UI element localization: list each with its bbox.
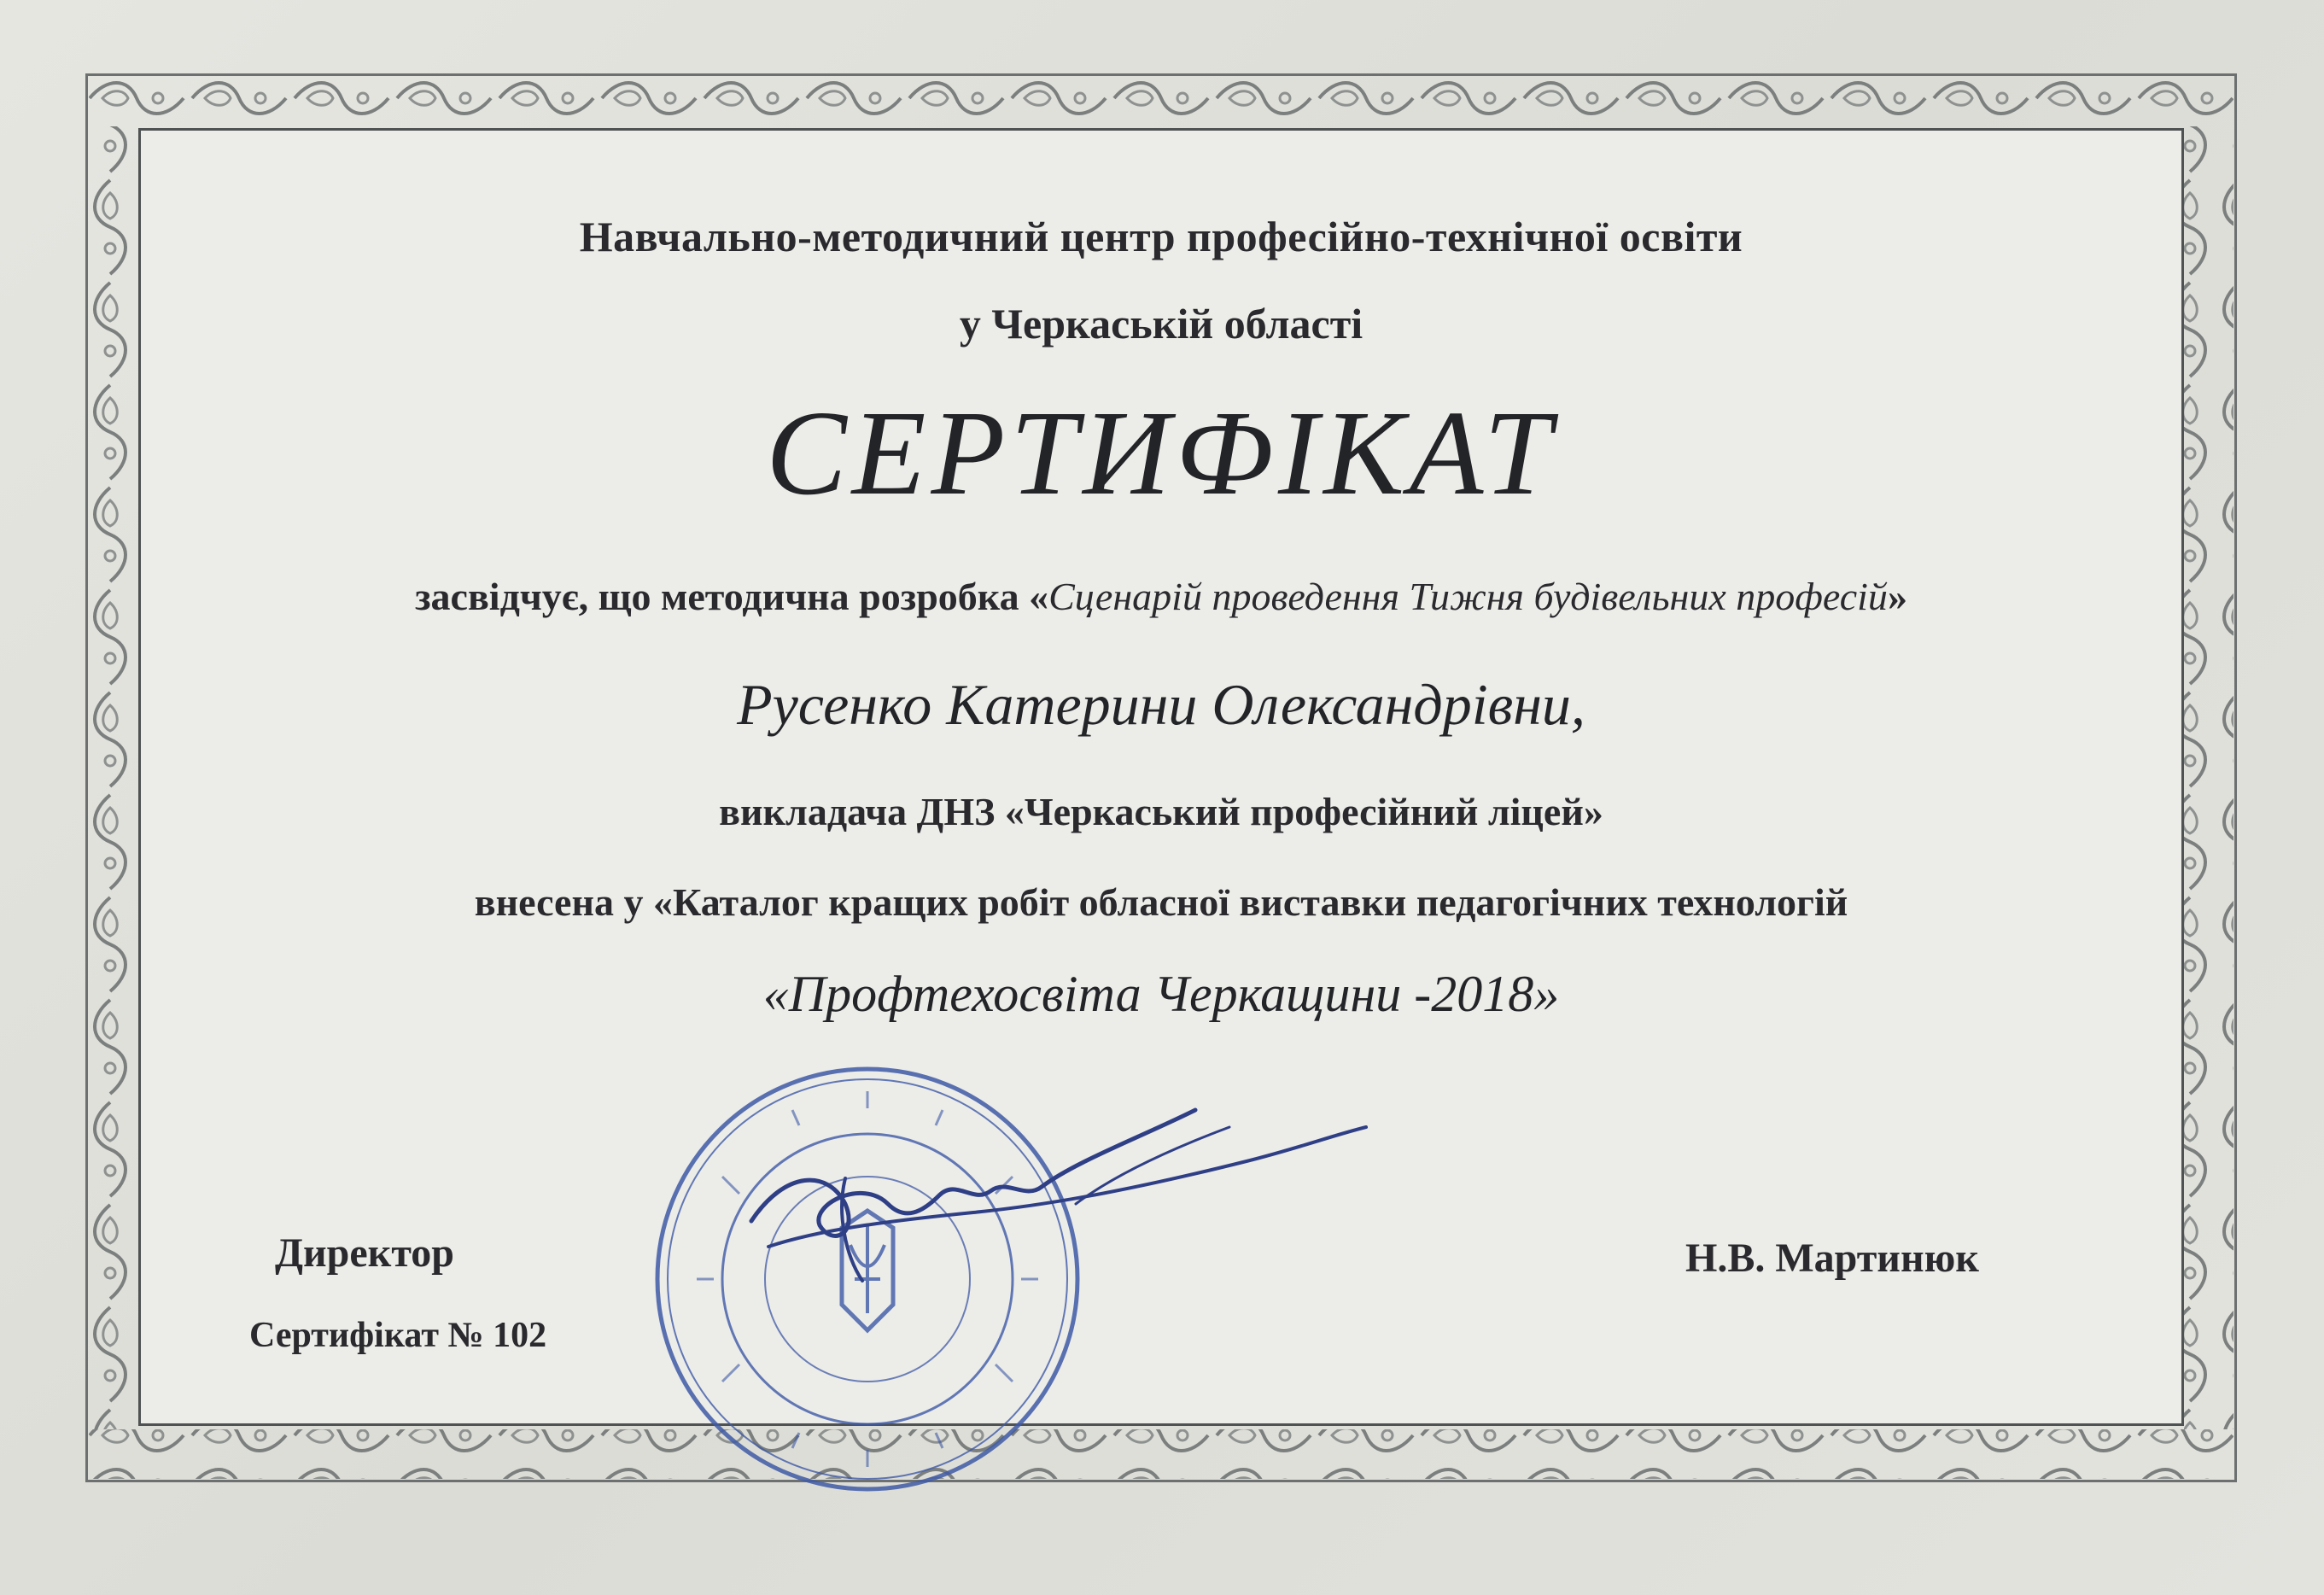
close-quote: » (1887, 575, 1907, 618)
certificate-number: Сертифікат № 102 (249, 1316, 547, 1355)
catalog-inclusion-text: внесена у «Каталог кращих робіт обласної виставки педагогічних технологій (474, 880, 1848, 924)
author-position: викладача ДНЗ «Черкаський професійний ліцей» (719, 790, 1603, 833)
work-title: Сценарій проведення Тижня будівельних професій (1048, 575, 1888, 618)
signer-name: Н.В. Мартинюк (1685, 1236, 1979, 1281)
organization-line-1: Навчально-методичний центр професійно-технічної освіти (579, 213, 1743, 260)
exhibition-name: «Профтехосвіта Черкащини -2018» (762, 966, 1560, 1022)
certificate-title: СЕРТИФІКАТ (766, 385, 1556, 520)
organization-line-2: у Черкаській області (959, 300, 1363, 348)
statement-line (138, 574, 2184, 619)
statement-prefix: засвідчує, що методична розробка (415, 575, 1030, 618)
director-label: Директор (275, 1230, 454, 1276)
open-quote: « (1029, 575, 1049, 618)
author-name: Русенко Катерини Олександрівни, (737, 672, 1585, 737)
director-signature (717, 1076, 1400, 1332)
